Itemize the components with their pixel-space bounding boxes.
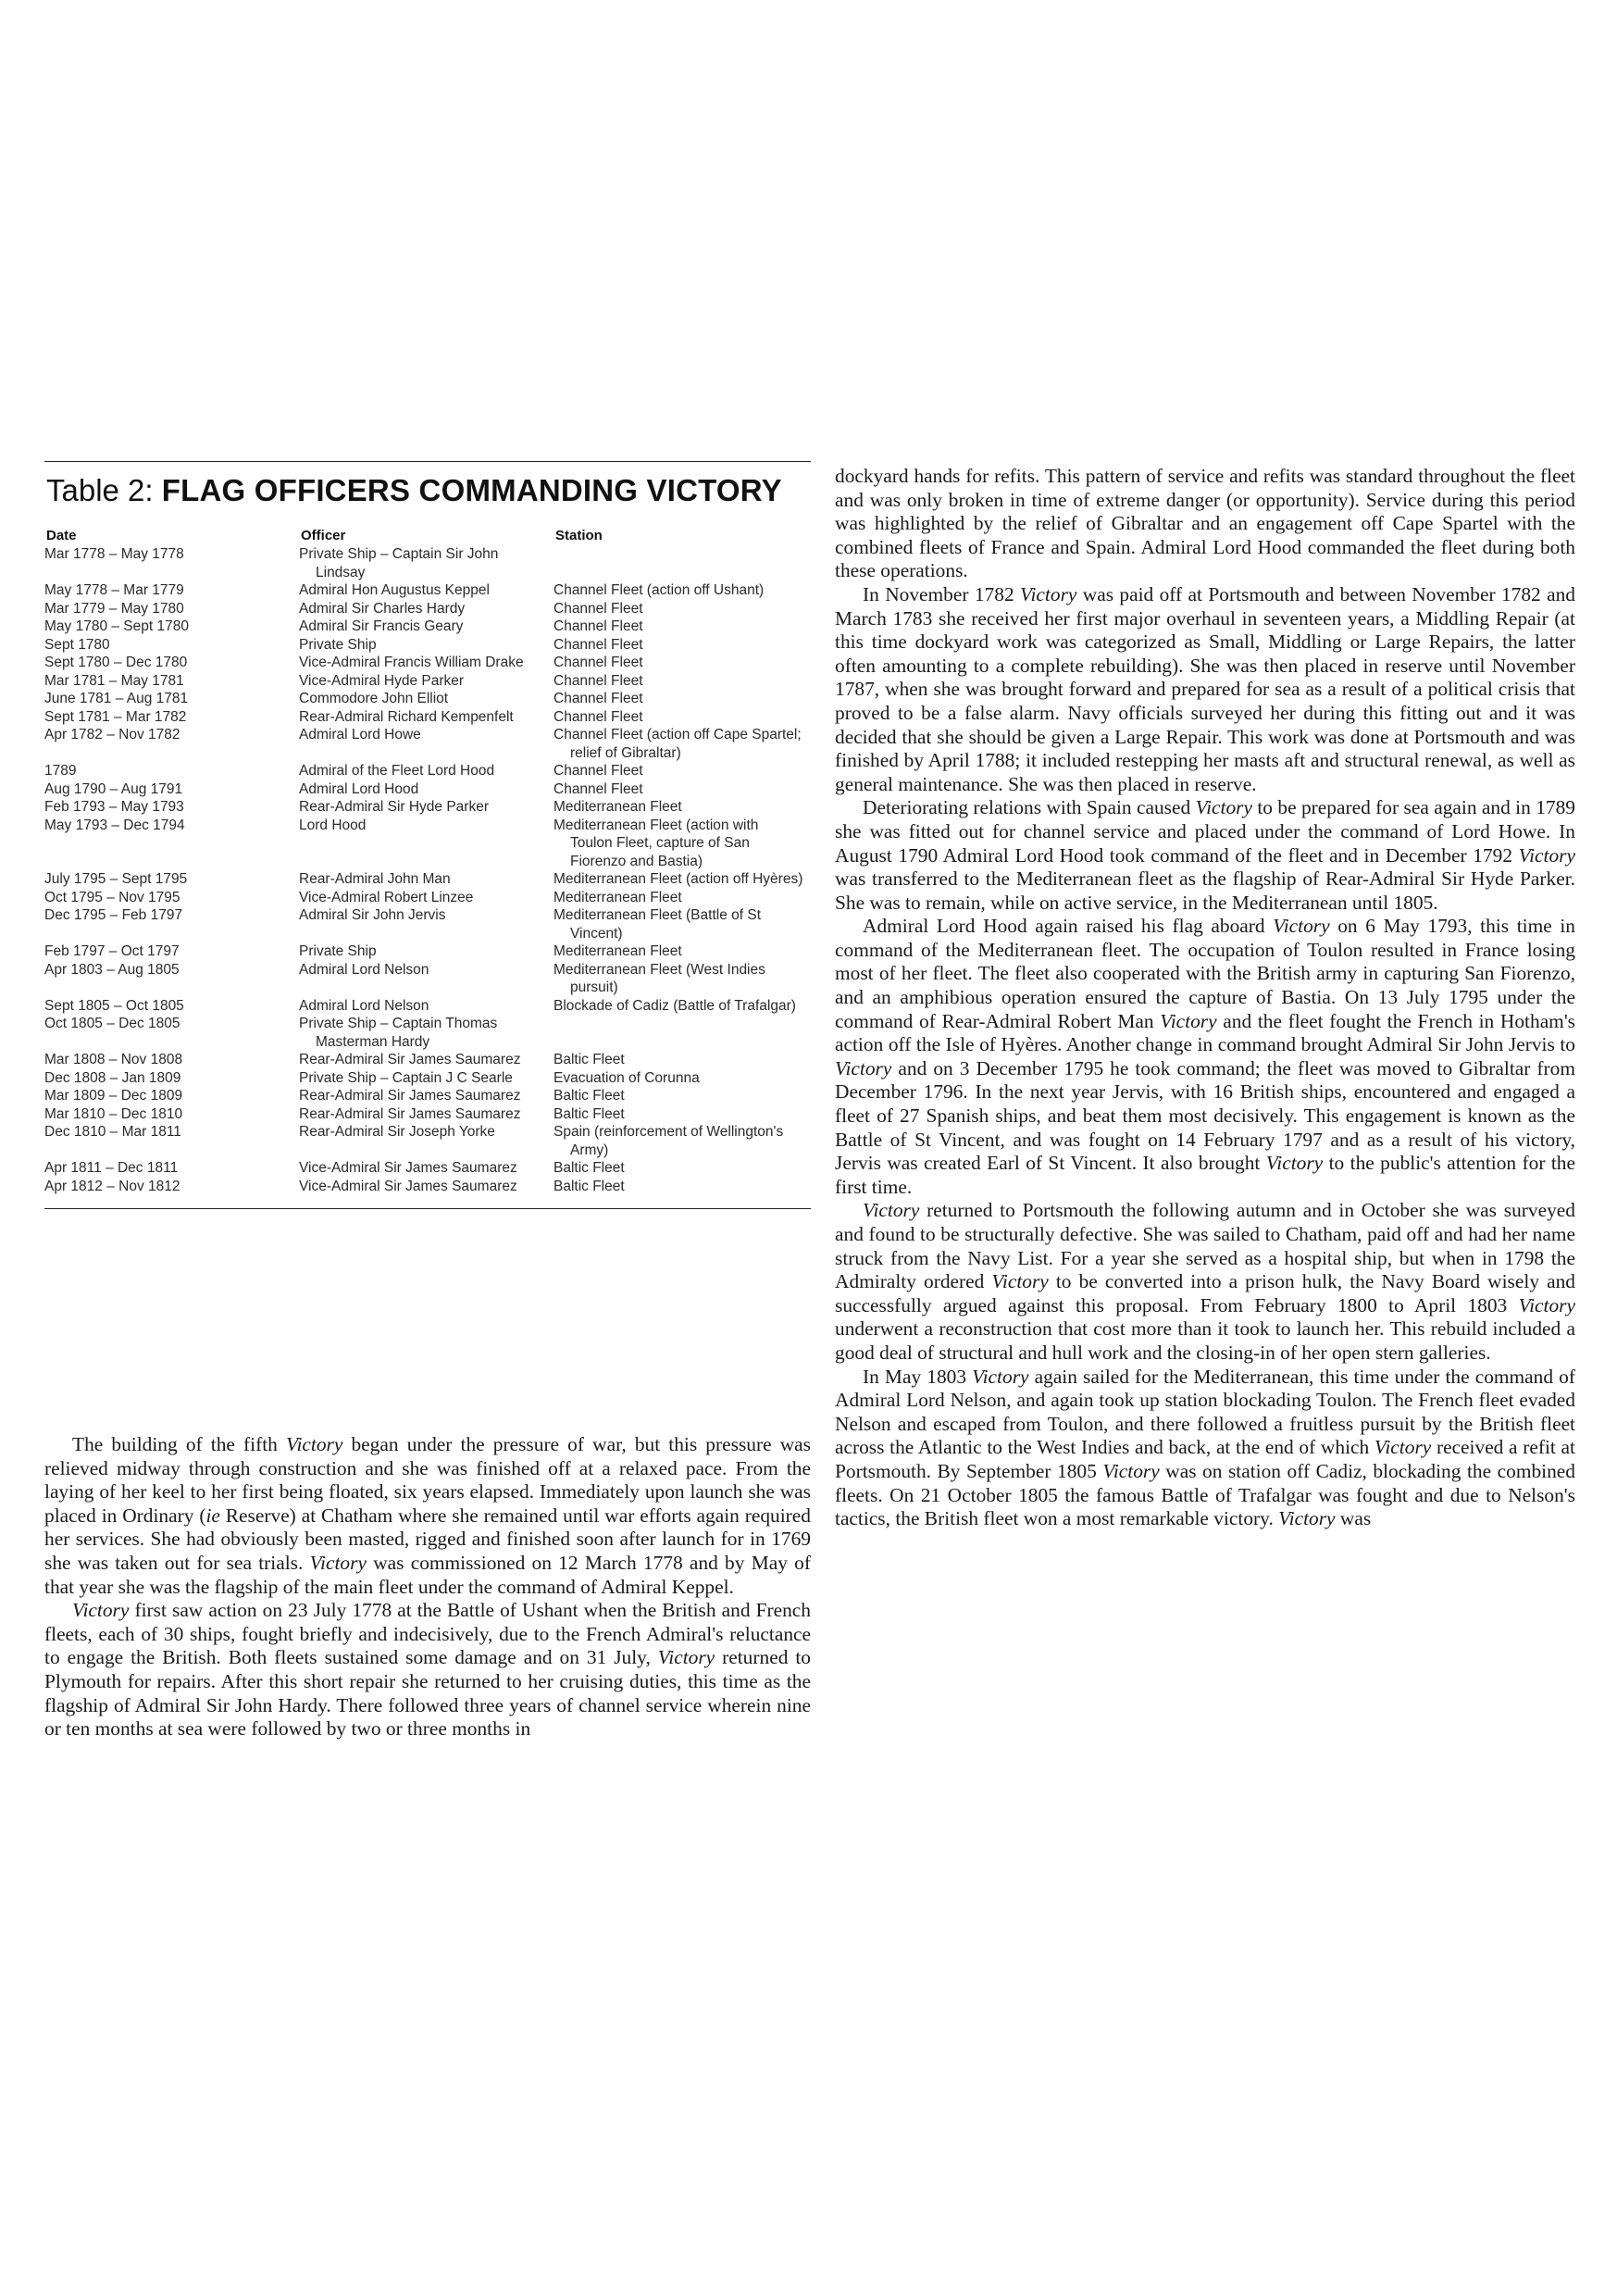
cell-date-text: Sept 1805 – Oct 1805 bbox=[44, 997, 184, 1014]
cell-officer bbox=[299, 870, 554, 889]
cell-station bbox=[554, 762, 811, 780]
cell-station-text: Channel Fleet (action off Cape Spartel; relief of Gibraltar) bbox=[554, 727, 802, 761]
cell-station-text: Baltic Fleet bbox=[554, 1105, 625, 1122]
cell-date bbox=[44, 906, 299, 942]
table-row bbox=[44, 817, 811, 871]
column-header-station: Station bbox=[555, 528, 603, 543]
cell-officer-text: Admiral Sir John Jervis bbox=[299, 907, 446, 923]
text-run: was commissioned on 12 March 1778 and by May of that year she was the flagship of the main fleet under the command of Admiral Keppel. bbox=[44, 1551, 811, 1598]
paragraph bbox=[835, 583, 1575, 796]
cell-station bbox=[554, 708, 811, 727]
cell-date-text: Apr 1803 – Aug 1805 bbox=[44, 961, 180, 978]
cell-date-text: Oct 1795 – Nov 1795 bbox=[44, 889, 180, 905]
cell-station-text: Blockade of Cadiz (Battle of Trafalgar) bbox=[554, 997, 796, 1014]
cell-station bbox=[554, 1087, 811, 1105]
cell-station-text: Mediterranean Fleet bbox=[554, 799, 682, 815]
table-top-rule bbox=[44, 461, 811, 462]
cell-station-text: Spain (reinforcement of Wellington's Army) bbox=[554, 1124, 784, 1158]
cell-officer bbox=[299, 708, 554, 727]
cell-date bbox=[44, 1051, 299, 1069]
cell-date bbox=[44, 654, 299, 672]
cell-officer bbox=[299, 581, 554, 600]
text-run: began under the pressure of war, but this pressure was relieved midway through construction and she was finished off at a relaxed pace. From the laying of her keel to her first being floated, six years elapsed. Immediately upon launch she was placed in Ordinary ( bbox=[44, 1433, 811, 1527]
cell-officer bbox=[299, 961, 554, 997]
cell-station-text: Mediterranean Fleet (West Indies pursuit) bbox=[554, 961, 765, 995]
cell-officer-text: Admiral of the Fleet Lord Hood bbox=[299, 763, 495, 779]
cell-station-text: Evacuation of Corunna bbox=[554, 1069, 700, 1086]
cell-officer bbox=[299, 1069, 554, 1088]
cell-date-text: Mar 1779 – May 1780 bbox=[44, 600, 184, 617]
cell-officer-text: Admiral Lord Nelson bbox=[299, 997, 429, 1014]
table-row bbox=[44, 762, 811, 780]
cell-date-text: May 1778 – Mar 1779 bbox=[44, 582, 184, 598]
cell-date-text: Mar 1808 – Nov 1808 bbox=[44, 1052, 183, 1067]
cell-date-text: Dec 1808 – Jan 1809 bbox=[44, 1069, 181, 1086]
italic-text: Victory bbox=[1278, 1507, 1336, 1530]
cell-station bbox=[554, 870, 811, 889]
cell-station-text: Channel Fleet bbox=[554, 655, 643, 670]
text-run: to be prepared for sea again and in 1789 she was fitted out for channel service and placed under the command of Lord Howe. In August 1790 Admiral Lord Hood took command of the fleet and in December 1792 bbox=[835, 796, 1575, 867]
text-run: and the fleet fought the French in Hotham's action off the Isle of Hyères. Another change in command brought Admiral Sir John Jervis to bbox=[835, 1009, 1576, 1056]
cell-station bbox=[554, 817, 811, 871]
table-row bbox=[44, 618, 811, 636]
cell-date-text: Feb 1793 – May 1793 bbox=[44, 799, 184, 815]
cell-officer bbox=[299, 600, 554, 618]
cell-station-text: Mediterranean Fleet (action off Hyères) bbox=[554, 871, 803, 887]
italic-text: Victory bbox=[863, 1199, 920, 1222]
cell-station-text: Channel Fleet bbox=[554, 691, 643, 706]
cell-officer-text: Admiral Sir Charles Hardy bbox=[299, 600, 466, 617]
text-run: In November 1782 bbox=[863, 582, 1021, 605]
cell-officer bbox=[299, 1123, 554, 1159]
cell-date bbox=[44, 1015, 299, 1051]
cell-officer-text: Rear-Admiral John Man bbox=[299, 871, 451, 887]
cell-station-text: Mediterranean Fleet (Battle of St Vincent) bbox=[554, 907, 762, 942]
table-row bbox=[44, 798, 811, 817]
italic-text: Victory bbox=[972, 1365, 1029, 1388]
cell-date bbox=[44, 545, 299, 581]
cell-date bbox=[44, 889, 299, 907]
italic-text: Victory bbox=[1020, 582, 1077, 605]
table-title-prefix: Table 2: bbox=[46, 473, 162, 507]
cell-date-text: Apr 1811 – Dec 1811 bbox=[44, 1160, 179, 1176]
cell-station bbox=[554, 545, 811, 581]
cell-officer-text: Private Ship – Captain Sir John Lindsay bbox=[299, 546, 499, 580]
table-row bbox=[44, 1159, 811, 1178]
cell-date bbox=[44, 762, 299, 780]
text-run: was transferred to the Mediterranean fleet as the flagship of Rear-Admiral Sir Hyde Parker. She was to remain, while on active service, in the Mediterranean until 1805. bbox=[835, 867, 1575, 914]
cell-station-text: Channel Fleet bbox=[554, 708, 643, 725]
paragraph bbox=[44, 1599, 811, 1741]
cell-station bbox=[554, 1051, 811, 1069]
cell-officer-text: Vice-Admiral Hyde Parker bbox=[299, 672, 465, 689]
cell-officer-text: Vice-Admiral Robert Linzee bbox=[299, 889, 474, 905]
cell-date-text: Oct 1805 – Dec 1805 bbox=[44, 1016, 180, 1031]
cell-date-text: Feb 1797 – Oct 1797 bbox=[44, 943, 180, 959]
cell-officer-text: Vice-Admiral Francis William Drake bbox=[299, 655, 524, 670]
cell-officer bbox=[299, 1105, 554, 1124]
italic-text: Victory bbox=[1102, 1459, 1160, 1482]
cell-date bbox=[44, 708, 299, 727]
cell-officer-text: Admiral Lord Nelson bbox=[299, 961, 429, 978]
cell-date bbox=[44, 690, 299, 708]
cell-station-text: Mediterranean Fleet bbox=[554, 943, 682, 959]
italic-text: Victory bbox=[1518, 843, 1575, 867]
cell-officer bbox=[299, 762, 554, 780]
cell-station bbox=[554, 906, 811, 942]
table-row bbox=[44, 889, 811, 907]
text-run: was paid off at Portsmouth and between November 1782 and March 1783 she received her first major overhaul in seventeen years, a Middling Repair (at this time dockyard work was categorized as Small, Middling or Large Repairs, the latter often amounting to a complete rebuilding). She was then placed in reserve until November 1787, when she was brought forward and prepared for sea as a result of a political crisis that proved to be a false alarm. Navy officials surveyed her during this fitting out and it was decided that she should be given a Large Repair. This work was done at Portsmouth and was finished by April 1788; it included restepping her masts aft and structural renewal, as well as general maintenance. She was then placed in reserve. bbox=[835, 582, 1575, 795]
table-row bbox=[44, 708, 811, 727]
table-row bbox=[44, 1105, 811, 1124]
cell-station-text: Mediterranean Fleet bbox=[554, 889, 682, 905]
cell-officer-text: Admiral Hon Augustus Keppel bbox=[299, 582, 490, 598]
table-row bbox=[44, 1051, 811, 1069]
italic-text: Victory bbox=[1374, 1436, 1432, 1459]
cell-station bbox=[554, 672, 811, 691]
text-run: underwent a reconstruction that cost more than it took to launch her. This rebuild included a good deal of structural and hull work and the closing-in of her open stern galleries. bbox=[835, 1317, 1575, 1364]
cell-date bbox=[44, 961, 299, 997]
right-column-text bbox=[835, 465, 1575, 1531]
cell-officer-text: Rear-Admiral Richard Kempenfelt bbox=[299, 708, 514, 725]
table-row bbox=[44, 1015, 811, 1051]
cell-date-text: June 1781 – Aug 1781 bbox=[44, 691, 189, 706]
cell-date bbox=[44, 1087, 299, 1105]
cell-officer-text: Vice-Admiral Sir James Saumarez bbox=[299, 1178, 517, 1194]
table-title-bold: FLAG OFFICERS COMMANDING VICTORY bbox=[161, 473, 782, 507]
italic-text: Victory bbox=[285, 1433, 343, 1455]
table-row bbox=[44, 1069, 811, 1088]
cell-officer-text: Private Ship bbox=[299, 636, 377, 653]
cell-station-text: Baltic Fleet bbox=[554, 1052, 625, 1067]
cell-officer-text: Admiral Sir Francis Geary bbox=[299, 618, 464, 634]
cell-officer bbox=[299, 817, 554, 871]
table-body bbox=[44, 545, 811, 1195]
paragraph bbox=[835, 465, 1575, 583]
text-run: In May 1803 bbox=[863, 1365, 973, 1388]
cell-station-text: Channel Fleet bbox=[554, 763, 643, 779]
cell-date bbox=[44, 1159, 299, 1178]
italic-text: Victory bbox=[72, 1599, 130, 1622]
cell-officer-text: Private Ship – Captain Thomas Masterman Hardy bbox=[299, 1016, 498, 1050]
table-row bbox=[44, 961, 811, 997]
cell-officer-text: Rear-Admiral Sir James Saumarez bbox=[299, 1052, 521, 1067]
paragraph bbox=[835, 1366, 1575, 1531]
cell-date-text: Sept 1781 – Mar 1782 bbox=[44, 708, 187, 725]
cell-station-text: Mediterranean Fleet (action with Toulon Fleet, capture of San Fiorenzo and Bastia) bbox=[554, 817, 759, 869]
cell-date bbox=[44, 1069, 299, 1088]
cell-date-text: Sept 1780 bbox=[44, 636, 110, 653]
cell-date-text: May 1780 – Sept 1780 bbox=[44, 618, 189, 634]
cell-station bbox=[554, 618, 811, 636]
cell-station bbox=[554, 1069, 811, 1088]
cell-station bbox=[554, 798, 811, 817]
cell-date-text: Dec 1810 – Mar 1811 bbox=[44, 1124, 181, 1140]
cell-station-text: Baltic Fleet bbox=[554, 1088, 625, 1104]
cell-officer bbox=[299, 1015, 554, 1051]
text-run: first saw action on 23 July 1778 at the Battle of Ushant when the British and French fleets, each of 30 ships, fought briefly and indecisively, due to the French Admiral's reluctance to engage the British. Both fleets sustained some damage and on 31 July, bbox=[44, 1599, 811, 1669]
table-row bbox=[44, 1123, 811, 1159]
cell-date-text: Dec 1795 – Feb 1797 bbox=[44, 907, 183, 923]
italic-text: ie bbox=[205, 1504, 220, 1527]
cell-officer-text: Rear-Admiral Sir James Saumarez bbox=[299, 1088, 521, 1104]
cell-date bbox=[44, 581, 299, 600]
cell-officer-text: Vice-Admiral Sir James Saumarez bbox=[299, 1160, 517, 1176]
table-row bbox=[44, 1178, 811, 1196]
cell-officer bbox=[299, 942, 554, 961]
column-header-officer: Officer bbox=[301, 528, 346, 543]
italic-text: Victory bbox=[1160, 1009, 1217, 1032]
table-row bbox=[44, 581, 811, 600]
table-row bbox=[44, 870, 811, 889]
table-row bbox=[44, 672, 811, 691]
text-run: was on station off Cadiz, blockading the combined fleets. On 21 October 1805 the famous Battle of Trafalgar was fought and due to Nelson's tactics, the British fleet won a most remarkable victory. bbox=[835, 1459, 1575, 1530]
cell-station bbox=[554, 942, 811, 961]
cell-officer-text: Admiral Lord Hood bbox=[299, 780, 419, 797]
cell-station bbox=[554, 889, 811, 907]
table-row bbox=[44, 600, 811, 618]
cell-date bbox=[44, 1105, 299, 1124]
cell-date-text: Mar 1781 – May 1781 bbox=[44, 672, 184, 689]
table-row bbox=[44, 780, 811, 799]
cell-date bbox=[44, 726, 299, 762]
cell-date bbox=[44, 780, 299, 799]
cell-officer bbox=[299, 672, 554, 691]
cell-station-text: Channel Fleet bbox=[554, 672, 643, 689]
cell-officer-text: Private Ship – Captain J C Searle bbox=[299, 1069, 513, 1086]
paragraph bbox=[835, 796, 1575, 915]
paragraph bbox=[44, 1433, 811, 1599]
table-row bbox=[44, 997, 811, 1016]
cell-officer bbox=[299, 618, 554, 636]
text-run: dockyard hands for refits. This pattern of service and refits was standard throughout the fleet and was only broken in time of extreme danger (or opportunity). Service during this period was highlighted by the relief of Gibraltar and an engagement off Cape Spartel with the combined fleets of France and Spain. Admiral Lord Hood commanded the fleet during both these operations. bbox=[835, 465, 1575, 582]
cell-station bbox=[554, 780, 811, 799]
cell-date bbox=[44, 600, 299, 618]
column-header-date: Date bbox=[46, 528, 77, 543]
table-row bbox=[44, 1087, 811, 1105]
cell-date-text: May 1793 – Dec 1794 bbox=[44, 817, 185, 833]
cell-date-text: Mar 1810 – Dec 1810 bbox=[44, 1105, 183, 1122]
table-row bbox=[44, 942, 811, 961]
cell-station-text: Channel Fleet bbox=[554, 600, 643, 617]
table-title bbox=[46, 472, 782, 509]
table-row bbox=[44, 654, 811, 672]
italic-text: Victory bbox=[1273, 915, 1330, 938]
italic-text: Victory bbox=[1265, 1152, 1324, 1175]
cell-station-text: Baltic Fleet bbox=[554, 1178, 625, 1194]
text-run: returned to Portsmouth the following autumn and in October she was surveyed and found to be structurally defective. She was sailed to Chatham, paid off and had her name struck from the Navy List. For a year she served as a hospital ship, but when in 1798 the Admiralty ordered bbox=[835, 1199, 1575, 1293]
cell-station-text: Channel Fleet bbox=[554, 780, 643, 797]
left-column-text bbox=[44, 1433, 811, 1741]
cell-date-text: Mar 1778 – May 1778 bbox=[44, 546, 184, 562]
italic-text: Victory bbox=[1518, 1293, 1575, 1316]
cell-date bbox=[44, 817, 299, 871]
cell-station bbox=[554, 1178, 811, 1196]
cell-officer bbox=[299, 1178, 554, 1196]
cell-date bbox=[44, 636, 299, 655]
cell-officer-text: Lord Hood bbox=[299, 817, 367, 833]
cell-officer bbox=[299, 1051, 554, 1069]
italic-text: Victory bbox=[657, 1646, 715, 1669]
table-row bbox=[44, 726, 811, 762]
cell-station bbox=[554, 997, 811, 1016]
cell-station bbox=[554, 636, 811, 655]
cell-officer-text: Rear-Admiral Sir James Saumarez bbox=[299, 1105, 521, 1122]
text-run: received a refit at Portsmouth. By September 1805 bbox=[835, 1436, 1575, 1482]
cell-date-text: Apr 1782 – Nov 1782 bbox=[44, 727, 180, 742]
cell-station bbox=[554, 690, 811, 708]
cell-officer-text: Rear-Admiral Sir Joseph Yorke bbox=[299, 1124, 495, 1140]
cell-date-text: Sept 1780 – Dec 1780 bbox=[44, 655, 188, 670]
cell-officer bbox=[299, 1159, 554, 1178]
text-run: Reserve) at Chatham where she remained until war efforts again required her services. She had obviously been masted, rigged and finished soon after launch for in 1769 she was taken out for sea trials. bbox=[44, 1504, 811, 1574]
cell-officer bbox=[299, 889, 554, 907]
italic-text: Victory bbox=[309, 1551, 367, 1574]
cell-station-text: Baltic Fleet bbox=[554, 1160, 625, 1176]
cell-station bbox=[554, 600, 811, 618]
cell-date bbox=[44, 997, 299, 1016]
cell-officer bbox=[299, 726, 554, 762]
table-row bbox=[44, 690, 811, 708]
cell-station bbox=[554, 1105, 811, 1124]
cell-station-text: Channel Fleet bbox=[554, 618, 643, 634]
table-row bbox=[44, 636, 811, 655]
italic-text: Victory bbox=[835, 1056, 892, 1079]
text-run: Admiral Lord Hood again raised his flag aboard bbox=[863, 915, 1274, 938]
table-row bbox=[44, 545, 811, 581]
text-run: was bbox=[1335, 1507, 1372, 1530]
cell-station bbox=[554, 1159, 811, 1178]
cell-officer bbox=[299, 1087, 554, 1105]
cell-station bbox=[554, 961, 811, 997]
text-run: returned to Plymouth for repairs. After this short repair she returned to her cruising duties, this time as the flagship of Admiral Sir John Hardy. There followed three years of channel service wherein nine or ten months at sea were followed by two or three months in bbox=[44, 1646, 811, 1741]
cell-officer-text: Commodore John Elliot bbox=[299, 691, 449, 706]
cell-officer bbox=[299, 906, 554, 942]
cell-date bbox=[44, 618, 299, 636]
text-run: on 6 May 1793, this time in command of the Mediterranean fleet. The occupation of Toulon resulted in France losing most of her fleet. The fleet also cooperated with the British army in capturing San Fiorenzo, and an amphibious operation ensured the capture of Bastia. On 13 July 1795 under the command of Rear-Admiral Robert Man bbox=[835, 915, 1575, 1032]
cell-officer bbox=[299, 997, 554, 1016]
cell-station-text: Channel Fleet bbox=[554, 636, 643, 653]
cell-date bbox=[44, 1123, 299, 1159]
text-run: The building of the fifth bbox=[72, 1433, 286, 1455]
table-row bbox=[44, 906, 811, 942]
cell-station bbox=[554, 1015, 811, 1051]
cell-officer bbox=[299, 636, 554, 655]
cell-date-text: 1789 bbox=[44, 763, 77, 779]
text-run: again sailed for the Mediterranean, this time under the command of Admiral Lord Nelson, and again took up station blockading Toulon. The French fleet evaded Nelson and escaped from Toulon, and there followed a fruitless pursuit by the British fleet across the Atlantic to the West Indies and back, at the end of which bbox=[835, 1365, 1575, 1459]
cell-officer-text: Private Ship bbox=[299, 943, 377, 959]
cell-officer bbox=[299, 798, 554, 817]
cell-date bbox=[44, 672, 299, 691]
cell-station-text: Channel Fleet (action off Ushant) bbox=[554, 582, 765, 598]
cell-date bbox=[44, 798, 299, 817]
text-run: and on 3 December 1795 he took command; the fleet was moved to Gibraltar from December 1796. In the next year Jervis, with 16 British ships, encountered and engaged a fleet of 27 Spanish ships, and beat them most decisively. This engagement is known as the Battle of St Vincent, and was fought on 14 February 1797 and as a result of his victory, Jervis was created Earl of St Vincent. It also brought bbox=[835, 1056, 1575, 1175]
cell-officer-text: Admiral Lord Howe bbox=[299, 727, 421, 742]
text-run: to be converted into a prison hulk, the Navy Board wisely and successfully argued against this proposal. From February 1800 to April 1803 bbox=[835, 1270, 1575, 1316]
cell-date bbox=[44, 870, 299, 889]
italic-text: Victory bbox=[1195, 796, 1252, 819]
cell-officer bbox=[299, 780, 554, 799]
cell-officer bbox=[299, 654, 554, 672]
text-run: to the public's attention for the first time. bbox=[835, 1152, 1575, 1198]
cell-station bbox=[554, 726, 811, 762]
cell-station bbox=[554, 654, 811, 672]
italic-text: Victory bbox=[991, 1270, 1049, 1293]
cell-date-text: Apr 1812 – Nov 1812 bbox=[44, 1178, 180, 1194]
cell-date-text: July 1795 – Sept 1795 bbox=[44, 871, 188, 887]
cell-date-text: Aug 1790 – Aug 1791 bbox=[44, 780, 183, 797]
text-run: Deteriorating relations with Spain caused bbox=[863, 796, 1196, 819]
cell-officer bbox=[299, 545, 554, 581]
cell-date-text: Mar 1809 – Dec 1809 bbox=[44, 1088, 183, 1104]
cell-station bbox=[554, 1123, 811, 1159]
cell-station bbox=[554, 581, 811, 600]
cell-date bbox=[44, 1178, 299, 1196]
cell-officer bbox=[299, 690, 554, 708]
cell-officer-text: Rear-Admiral Sir Hyde Parker bbox=[299, 799, 489, 815]
cell-date bbox=[44, 942, 299, 961]
paragraph bbox=[835, 1199, 1575, 1365]
table-bottom-rule bbox=[44, 1208, 811, 1209]
paragraph bbox=[835, 915, 1575, 1199]
